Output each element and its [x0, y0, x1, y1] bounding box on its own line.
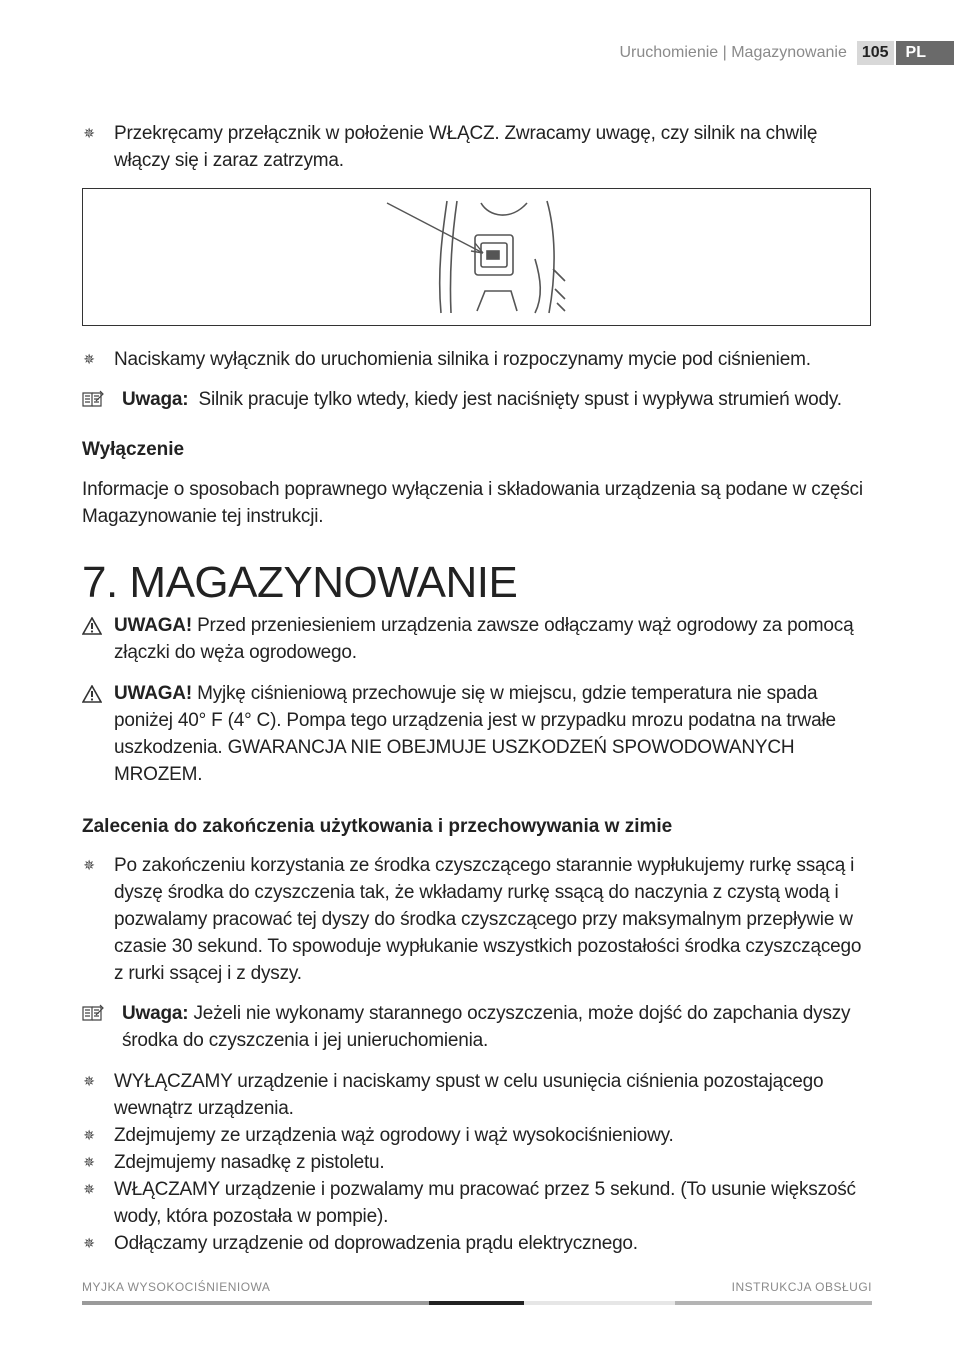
gear-bullet-icon: ✵: [83, 1073, 95, 1089]
language-badge: PL: [896, 41, 954, 65]
note-text: Jeżeli nie wykonamy starannego oczyszczenia, może dojść do zapchania dyszy środka do czyszczenia i jej unieruchomienia.: [122, 1003, 851, 1051]
gear-bullet-icon: ✵: [83, 857, 95, 873]
note-block: [82, 386, 874, 413]
gear-bullet-icon: ✵: [83, 1181, 95, 1197]
warning-label: UWAGA!: [114, 615, 192, 636]
gear-bullet-icon: ✵: [83, 1127, 95, 1143]
list-item-text: Naciskamy wyłącznik do uruchomienia silnika i rozpoczynamy mycie pod ciśnieniem.: [114, 349, 811, 370]
list-item: [82, 120, 874, 174]
list-item-text: WYŁĄCZAMY urządzenie i naciskamy spust w celu usunięcia ciśnienia pozostającego wewnątrz urządzenia.: [114, 1071, 824, 1119]
warning-triangle-icon: [82, 616, 102, 643]
warning-triangle-icon: [82, 684, 102, 711]
list-item-text: WŁĄCZAMY urządzenie i pozwalamy mu pracować przez 5 sekund. (To usunie większość wody, która pozostała w pompie).: [114, 1179, 856, 1227]
warning-block: [82, 612, 874, 666]
note-block: [82, 1000, 874, 1054]
warning-text: Myjkę ciśnieniową przechowuje się w miejscu, gdzie temperatura nie spada poniżej 40° F (4° C). Pompa tego urządzenia jest w przypadku mrozu podatna na trwałe uszkodzenia. GWARANCJA NIE OBEJMUJE USZKODZEŃ SPOWODOWANYCH MROZEM.: [114, 683, 836, 785]
footer-bar: [82, 1301, 872, 1305]
book-note-icon: [82, 1003, 104, 1030]
list-item-text: Zdejmujemy nasadkę z pistoletu.: [114, 1152, 385, 1173]
list-item: [82, 346, 874, 373]
book-note-icon: [82, 389, 104, 416]
list-item: [82, 1068, 874, 1122]
shutdown-text: Informacje o sposobach poprawnego wyłączenia i składowania urządzenia są podane w części Magazynowanie tej instrukcji.: [82, 479, 863, 527]
list-item: [82, 1122, 874, 1149]
list-item: [82, 852, 874, 987]
page-number: 105: [857, 41, 894, 65]
breadcrumb: Uruchomienie | Magazynowanie: [619, 44, 847, 61]
list-item-text: Odłączamy urządzenie od doprowadzenia prądu elektrycznego.: [114, 1233, 638, 1254]
page-header: [619, 41, 954, 65]
warning-block: [82, 680, 874, 788]
winter-heading: Zalecenia do zakończenia użytkowania i przechowywania w zimie: [82, 816, 673, 837]
steps-list: [82, 1068, 874, 1257]
section-title: 7. MAGAZYNOWANIE: [82, 558, 518, 607]
page-content: [82, 120, 874, 1257]
gear-bullet-icon: ✵: [83, 351, 95, 367]
list-item: [82, 1176, 874, 1230]
gear-bullet-icon: ✵: [83, 1235, 95, 1251]
footer-right: INSTRUKCJA OBSŁUGI: [731, 1280, 872, 1294]
footer-left: MYJKA WYSOKOCIŚNIENIOWA: [82, 1280, 271, 1294]
list-item-text: Po zakończeniu korzystania ze środka czyszczącego starannie wypłukujemy rurkę ssącą i dyszę środka do czyszczenia tak, że wkładamy rurkę ssącą do naczynia z czystą wodą i pozwalamy pracować tej dyszy do środka czyszczącego przy maksymalnym przepływie w czasie 30 sekund. To spowoduje wypłukanie wszystkich pozostałości środka czyszczącego z rurki ssącej i z dyszy.: [114, 855, 862, 984]
gear-bullet-icon: ✵: [83, 125, 95, 141]
list-item-text: Przekręcamy przełącznik w położenie WŁĄCZ. Zwracamy uwagę, czy silnik na chwilę włączy się i zaraz zatrzyma.: [114, 123, 818, 171]
warning-label: UWAGA!: [114, 683, 192, 704]
gear-bullet-icon: ✵: [83, 1154, 95, 1170]
list-item: [82, 1230, 874, 1257]
list-item-text: Zdejmujemy ze urządzenia wąż ogrodowy i wąż wysokociśnieniowy.: [114, 1125, 674, 1146]
note-text: Silnik pracuje tylko wtedy, kiedy jest naciśnięty spust i wypływa strumień wody.: [198, 389, 842, 410]
switch-figure: [82, 188, 871, 326]
warning-text: Przed przeniesieniem urządzenia zawsze odłączamy wąż ogrodowy za pomocą złączki do węża ogrodowego.: [114, 615, 854, 663]
list-item: [82, 1149, 874, 1176]
switch-illustration: [385, 199, 569, 315]
note-label: Uwaga:: [122, 389, 189, 410]
note-label: Uwaga:: [122, 1003, 189, 1024]
shutdown-heading: Wyłączenie: [82, 439, 185, 460]
